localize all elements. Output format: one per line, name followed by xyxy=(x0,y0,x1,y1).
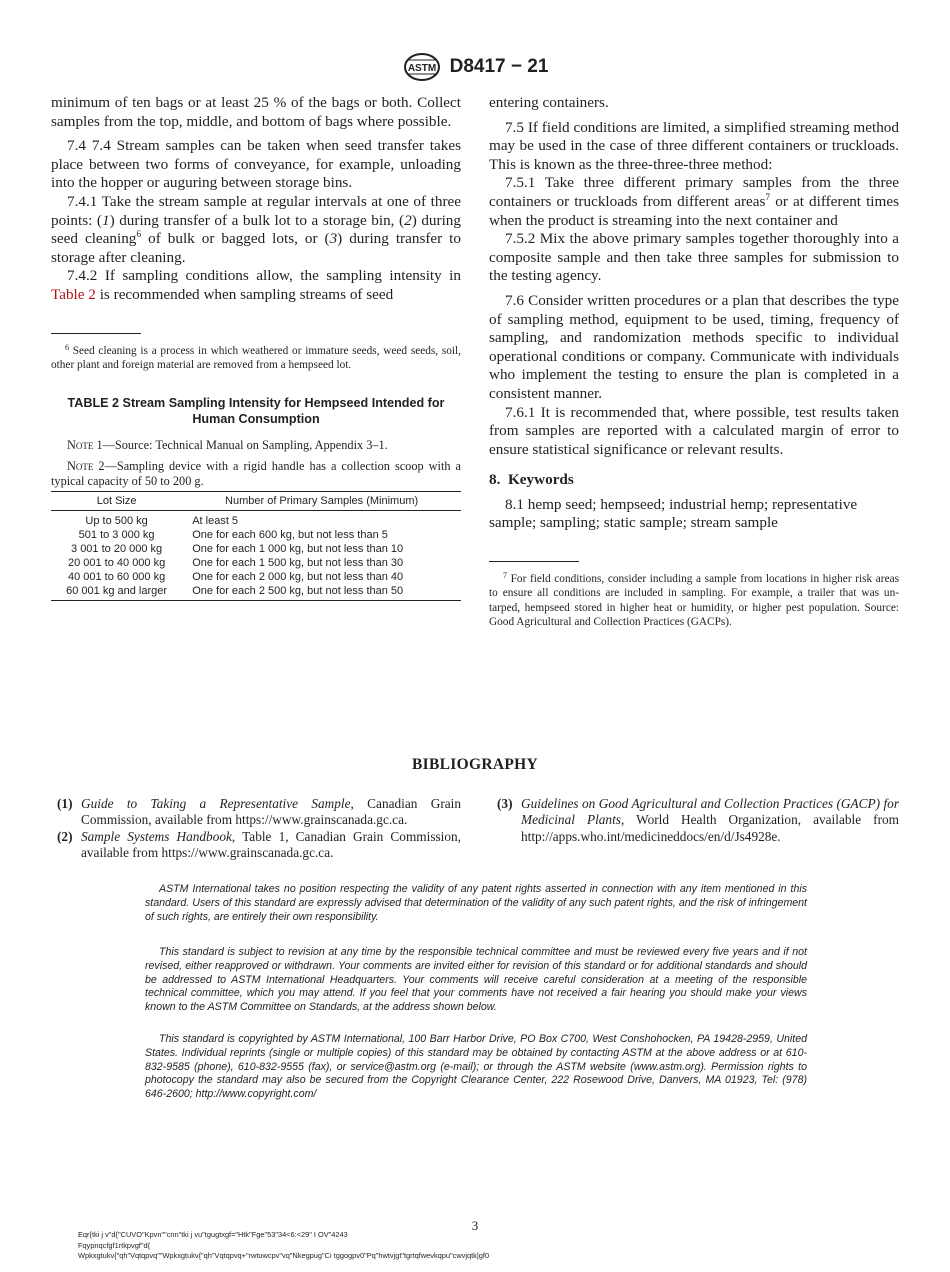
lot-size-cell: 20 001 to 40 000 kg xyxy=(67,556,166,569)
list-number: 1 xyxy=(101,211,110,229)
reference-number: (2) xyxy=(57,828,73,844)
table-row xyxy=(51,570,461,584)
bibliography-item-3 xyxy=(497,796,899,845)
samples-cell: One for each 1 000 kg, but not less than 10 xyxy=(192,542,404,555)
footnote-ref-7[interactable]: 7 xyxy=(765,192,771,203)
paragraph-7-6-1: 7.6.1 It is recommended that, where possible, test results taken from samples are reported with a calculated margin of error to ensure statistical significance or relevant results. xyxy=(489,403,899,458)
bibliography-right xyxy=(497,796,899,845)
samples-cell: One for each 600 kg, but not less than 5 xyxy=(192,528,388,541)
paragraph-7-6: 7.6 Consider written procedures or a plan that describes the type of sampling method, equipment to be used, timing, frequency of sampling, and randomization methods specific to individual operational conditions or company. Communicate with individuals who implement the testing to ensure the plan is completed in a consistent manner. xyxy=(489,291,899,402)
reference-title: Guidelines on Good Agricultural and Collection Practices (GACP) for Medicinal Plants xyxy=(521,796,899,828)
bibliography-item-2 xyxy=(57,829,461,862)
text: or at different times when the product is streaming into the next container and xyxy=(489,192,899,229)
table-row xyxy=(51,556,461,570)
license-line: Wpkxgtukv{"qh"Vqtqpvq""Wpkxgtukv{"qh"Vqtqpvq+"rwtuwcpv"vq"Nkegpug"Ci tggogpv0"Pq"hwtvjgt"tgrtqfwevkqpu"cwvjqtk|gf0 xyxy=(78,1251,490,1261)
paragraph-7-5-2: 7.5.2 Mix the above primary samples together thoroughly into a composite sample and then take three samples for submission to the testing agency. xyxy=(489,230,899,285)
table-row xyxy=(51,528,461,542)
lot-size-cell: 501 to 3 000 kg xyxy=(78,528,155,541)
text: ) during transfer of a bulk lot to a storage bin, ( xyxy=(109,211,405,229)
footnote-7 xyxy=(489,572,899,630)
revision-notice: This standard is subject to revision at any time by the responsible technical committee and must be reviewed every five years and if not revised, either reapproved or withdrawn. Your comments are invited either for revision of this standard or for additional standards and should be addressed to ASTM International Headquarters. Your comments will receive careful consideration at a meeting of the responsible technical committee, which you may attend. If you feel that your comments have not received a fair hearing you should make your views known to the ASTM Committee on Standards, at the address shown below. xyxy=(145,946,807,1014)
footnote-text: Seed cleaning is a process in which weathered or immature seeds, weed seeds, soil, other plant and foreign material are removed from a hempseed lot. xyxy=(51,344,461,371)
samples-cell: One for each 2 000 kg, but not less than 40 xyxy=(192,570,404,583)
paragraph-7-4-1 xyxy=(51,193,461,267)
reference-number: (1) xyxy=(57,796,73,811)
table-note-1 xyxy=(51,438,461,453)
paragraph-continued: minimum of ten bags or at least 25 % of the bags or both. Collect samples from the top, middle, and bottom of bags where possible. xyxy=(51,94,461,130)
paragraph-8-1: 8.1 hemp seed; hempseed; industrial hemp; representative sample; sampling; static sample; stream sample xyxy=(489,495,858,532)
footnote-divider xyxy=(489,561,579,562)
text: ) during seed cleaning xyxy=(51,211,461,248)
reference-title: Guide to Taking a Representative Sample xyxy=(81,796,351,811)
copyright-notice: This standard is copyrighted by ASTM International, 100 Barr Harbor Drive, PO Box C700, West Conshohocken, PA 19428-2959, United States. Individual reprints (single or multiple copies) of this standard may be obtained by contacting ASTM at the above address or at 610-832-9585 (phone), 610-832-9555 (fax), or service@astm.org (e-mail); or through the ASTM website (www.astm.org). Permission rights to photocopy the standard may also be secured from the Copyright Clearance Center, 222 Rosewood Drive, Danvers, MA 01923, Tel: (978) 646-2600; http://www.copyright.com/ xyxy=(145,1033,807,1101)
right-column xyxy=(489,94,899,630)
text: ) during transfer to storage after cleaning. xyxy=(51,230,461,266)
lot-size-cell: 3 001 to 20 000 kg xyxy=(71,542,163,555)
bibliography-title: BIBLIOGRAPHY xyxy=(412,756,538,773)
text: of bulk or bagged lots, or ( xyxy=(141,230,330,248)
reference-details: , World Health Organization, available from http://apps.who.int/medicineddocs/en/d/Js4928e. xyxy=(521,812,899,844)
license-line: Fqypnqcfgf1rtkpvgf"d{ xyxy=(78,1240,151,1250)
reference-title: Sample Systems Handbook xyxy=(81,828,232,844)
table-note-2 xyxy=(51,459,461,489)
reference-details: , Table 1, Canadian Grain Commission, available from https://www.grainscanada.gc.ca. xyxy=(81,828,461,861)
section-8-heading: 8. Keywords xyxy=(489,471,574,489)
reference-number: (3) xyxy=(497,796,513,811)
footnote-divider xyxy=(51,333,141,334)
text: 7.5.1 Take three different primary samples from the three containers or truckloads from different areas xyxy=(489,174,899,210)
table-header-row xyxy=(51,491,461,510)
note-label: Note xyxy=(67,437,94,452)
patent-notice: ASTM International takes no position respecting the validity of any patent rights asserted in connection with any item mentioned in this standard. Users of this standard are expressly advised that determination of the validity of any such patent rights, and the risk of infringement of such rights, are entirely their own responsibility. xyxy=(145,883,807,923)
note-label: Note xyxy=(67,458,94,473)
paragraph-7-4-2 xyxy=(51,267,461,304)
text: 7.4.2 If sampling conditions allow, the sampling intensity in xyxy=(67,267,461,285)
paragraph-continued: entering containers. xyxy=(489,94,609,111)
table-row xyxy=(51,584,461,601)
bibliography-left xyxy=(57,796,461,862)
list-number: 3 xyxy=(329,230,338,248)
footnote-ref-6[interactable]: 6 xyxy=(136,230,142,241)
footnote-number: 6 xyxy=(65,342,69,352)
text: is recommended when sampling streams of seed xyxy=(95,285,394,303)
paragraph-7-5: 7.5 If field conditions are limited, a simplified streaming method may be used in the case of three different containers or truckloads. This is known as the three-three-three method: xyxy=(489,118,899,173)
column-header-lot-size: Lot Size xyxy=(51,491,182,510)
lot-size-cell: Up to 500 kg xyxy=(85,514,148,527)
bibliography-item-1 xyxy=(57,796,461,829)
samples-cell: One for each 1 500 kg, but not less than 30 xyxy=(192,556,404,569)
reference-details: , Canadian Grain Commission, available from https://www.grainscanada.gc.ca. xyxy=(81,796,462,828)
column-header-primary-samples: Number of Primary Samples (Minimum) xyxy=(182,491,461,510)
lot-size-cell: 40 001 to 60 000 kg xyxy=(67,570,166,583)
table-2-link[interactable]: Table 2 xyxy=(51,285,96,303)
samples-cell: One for each 2 500 kg, but not less than 50 xyxy=(182,584,461,601)
note-text: 1—Source: Technical Manual on Sampling, Appendix 3–1. xyxy=(93,437,388,452)
page-number: 3 xyxy=(471,1218,479,1233)
text: 7.4.1 Take the stream sample at regular intervals at one of three points: ( xyxy=(51,192,461,229)
paragraph-7-4: 7.4 7.4 Stream samples can be taken when seed transfer takes place between two forms of conveyance, for example, unloading into the hopper or auguring between storage bins. xyxy=(51,137,461,192)
paragraph-7-5-1 xyxy=(489,174,899,230)
standard-designation: D8417 − 21 xyxy=(449,56,549,77)
samples-cell: At least 5 xyxy=(192,514,239,527)
footnote-6 xyxy=(51,344,461,373)
lot-size-cell: 60 001 kg and larger xyxy=(51,584,182,601)
license-line: Eqr{tki j v"d{"CUVO"Kpvn""cnn"tki j vu"tgugtxgf="Htk"Fge"53"34<6:<29" I OV"4243 xyxy=(78,1230,348,1239)
list-number: 2 xyxy=(404,211,412,229)
table-row xyxy=(51,542,461,556)
astm-logo-icon xyxy=(402,52,442,82)
left-column xyxy=(51,94,461,601)
document-header xyxy=(0,52,950,82)
footnote-text: For field conditions, consider including a sample from locations in higher risk areas to ensure all conditions are included in sampling. For example, a trailer that was un-tarped, hempseed stored in higher heat or humidity, or higher pest population. Source: Good Agricultural and Collection Practices (GACPs). xyxy=(489,573,899,629)
footnote-number: 7 xyxy=(503,571,507,581)
table-row xyxy=(51,510,461,528)
sampling-intensity-table xyxy=(51,491,461,601)
license-stamp xyxy=(78,1230,489,1262)
table-2-title: TABLE 2 Stream Sampling Intensity for Hempseed Intended for Human Consumption xyxy=(67,396,445,426)
note-text: 2—Sampling device with a rigid handle has a collection scoop with a typical capacity of 50 to 200 g. xyxy=(51,458,461,488)
svg-text:ASTM: ASTM xyxy=(407,63,436,74)
